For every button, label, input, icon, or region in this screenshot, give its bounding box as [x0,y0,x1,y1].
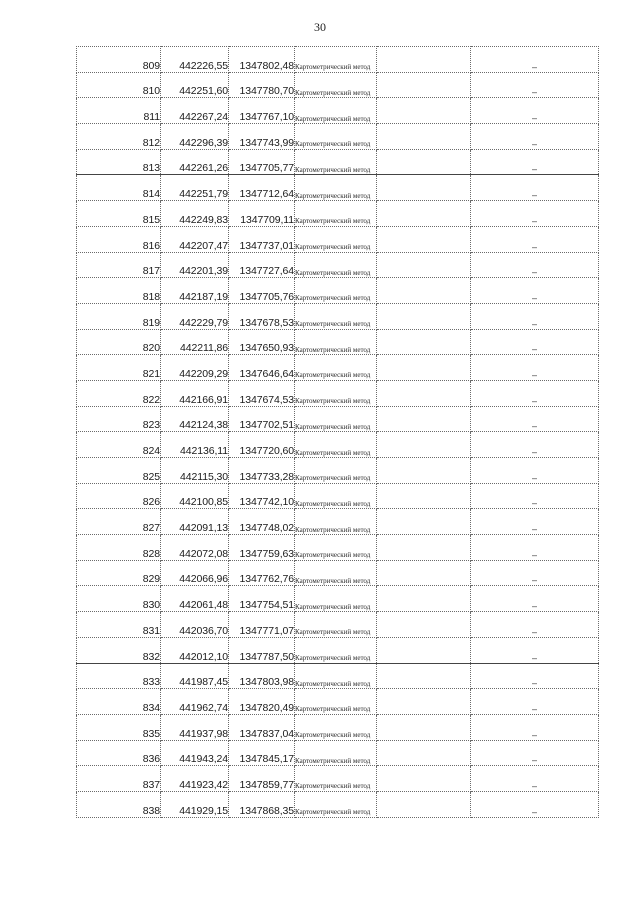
method-cell: Картометрический метод [295,226,377,252]
y-coordinate-cell: 1347737,01 [229,226,295,252]
point-number-cell: 836 [77,740,161,766]
note-cell: – [471,226,599,252]
x-coordinate-cell: 442100,85 [161,483,229,509]
table-row [77,766,599,792]
y-coordinate-cell: 1347702,51 [229,406,295,432]
point-number-cell: 823 [77,406,161,432]
note-cell: – [471,406,599,432]
table-row [77,98,599,124]
method-cell: Картометрический метод [295,766,377,792]
table-row [77,791,599,817]
table-row [77,714,599,740]
point-number-cell: 822 [77,380,161,406]
note-cell: – [471,72,599,98]
point-number-cell: 825 [77,458,161,484]
point-number-cell: 811 [77,98,161,124]
method-cell: Картометрический метод [295,586,377,612]
y-coordinate-cell: 1347762,76 [229,560,295,586]
empty-cell [377,612,471,638]
table-row [77,637,599,663]
table-row [77,663,599,689]
note-cell: – [471,714,599,740]
table-row [77,303,599,329]
note-cell: – [471,483,599,509]
y-coordinate-cell: 1347705,76 [229,278,295,304]
method-cell: Картометрический метод [295,72,377,98]
y-coordinate-cell: 1347742,10 [229,483,295,509]
empty-cell [377,689,471,715]
method-cell: Картометрический метод [295,98,377,124]
point-number-cell: 817 [77,252,161,278]
table-row [77,458,599,484]
x-coordinate-cell: 442209,29 [161,355,229,381]
method-cell: Картометрический метод [295,535,377,561]
x-coordinate-cell: 442061,48 [161,586,229,612]
x-coordinate-cell: 441923,42 [161,766,229,792]
point-number-cell: 810 [77,72,161,98]
x-coordinate-cell: 442012,10 [161,637,229,663]
x-coordinate-cell: 442201,39 [161,252,229,278]
note-cell: – [471,458,599,484]
table-row [77,124,599,150]
x-coordinate-cell: 442211,86 [161,329,229,355]
empty-cell [377,380,471,406]
note-cell: – [471,560,599,586]
method-cell: Картометрический метод [295,47,377,73]
x-coordinate-cell: 442226,55 [161,47,229,73]
method-cell: Картометрический метод [295,380,377,406]
note-cell: – [471,586,599,612]
x-coordinate-cell: 442115,30 [161,458,229,484]
coordinates-table-body [77,47,599,818]
x-coordinate-cell: 442066,96 [161,560,229,586]
table-row [77,509,599,535]
method-cell: Картометрический метод [295,637,377,663]
x-coordinate-cell: 441937,98 [161,714,229,740]
empty-cell [377,637,471,663]
x-coordinate-cell: 441943,24 [161,740,229,766]
note-cell: – [471,663,599,689]
method-cell: Картометрический метод [295,740,377,766]
x-coordinate-cell: 442267,24 [161,98,229,124]
y-coordinate-cell: 1347845,17 [229,740,295,766]
table-row [77,740,599,766]
x-coordinate-cell: 442229,79 [161,303,229,329]
note-cell: – [471,509,599,535]
point-number-cell: 819 [77,303,161,329]
empty-cell [377,226,471,252]
table-row [77,483,599,509]
note-cell: – [471,535,599,561]
y-coordinate-cell: 1347733,28 [229,458,295,484]
method-cell: Картометрический метод [295,612,377,638]
point-number-cell: 834 [77,689,161,715]
coordinates-table [76,46,599,818]
method-cell: Картометрический метод [295,406,377,432]
method-cell: Картометрический метод [295,149,377,175]
x-coordinate-cell: 442296,39 [161,124,229,150]
method-cell: Картометрический метод [295,124,377,150]
empty-cell [377,535,471,561]
empty-cell [377,509,471,535]
method-cell: Картометрический метод [295,175,377,201]
note-cell: – [471,124,599,150]
empty-cell [377,72,471,98]
empty-cell [377,432,471,458]
method-cell: Картометрический метод [295,663,377,689]
y-coordinate-cell: 1347837,04 [229,714,295,740]
point-number-cell: 824 [77,432,161,458]
table-row [77,432,599,458]
note-cell: – [471,689,599,715]
empty-cell [377,355,471,381]
x-coordinate-cell: 442136,11 [161,432,229,458]
x-coordinate-cell: 442072,08 [161,535,229,561]
empty-cell [377,252,471,278]
point-number-cell: 826 [77,483,161,509]
empty-cell [377,766,471,792]
y-coordinate-cell: 1347820,49 [229,689,295,715]
empty-cell [377,714,471,740]
table-row [77,406,599,432]
point-number-cell: 818 [77,278,161,304]
page-number: 30 [314,20,326,34]
empty-cell [377,175,471,201]
note-cell: – [471,766,599,792]
point-number-cell: 833 [77,663,161,689]
x-coordinate-cell: 441929,15 [161,791,229,817]
y-coordinate-cell: 1347678,53 [229,303,295,329]
point-number-cell: 830 [77,586,161,612]
point-number-cell: 820 [77,329,161,355]
table-row [77,175,599,201]
x-coordinate-cell: 442124,38 [161,406,229,432]
empty-cell [377,149,471,175]
y-coordinate-cell: 1347720,60 [229,432,295,458]
point-number-cell: 829 [77,560,161,586]
note-cell: – [471,329,599,355]
method-cell: Картометрический метод [295,509,377,535]
method-cell: Картометрический метод [295,252,377,278]
table-row [77,612,599,638]
y-coordinate-cell: 1347674,53 [229,380,295,406]
x-coordinate-cell: 442091,13 [161,509,229,535]
y-coordinate-cell: 1347802,48 [229,47,295,73]
x-coordinate-cell: 442036,70 [161,612,229,638]
table-row [77,586,599,612]
y-coordinate-cell: 1347787,50 [229,637,295,663]
note-cell: – [471,432,599,458]
y-coordinate-cell: 1347771,07 [229,612,295,638]
table-row [77,689,599,715]
empty-cell [377,124,471,150]
empty-cell [377,586,471,612]
y-coordinate-cell: 1347868,35 [229,791,295,817]
table-row [77,72,599,98]
x-coordinate-cell: 442187,19 [161,278,229,304]
point-number-cell: 827 [77,509,161,535]
point-number-cell: 814 [77,175,161,201]
table-row [77,149,599,175]
x-coordinate-cell: 441987,45 [161,663,229,689]
empty-cell [377,740,471,766]
empty-cell [377,303,471,329]
point-number-cell: 832 [77,637,161,663]
table-row [77,329,599,355]
empty-cell [377,560,471,586]
table-row [77,355,599,381]
method-cell: Картометрический метод [295,714,377,740]
table-row [77,226,599,252]
x-coordinate-cell: 442249,83 [161,201,229,227]
x-coordinate-cell: 442166,91 [161,380,229,406]
empty-cell [377,201,471,227]
note-cell: – [471,98,599,124]
y-coordinate-cell: 1347727,64 [229,252,295,278]
y-coordinate-cell: 1347754,51 [229,586,295,612]
empty-cell [377,47,471,73]
note-cell: – [471,303,599,329]
method-cell: Картометрический метод [295,689,377,715]
point-number-cell: 821 [77,355,161,381]
method-cell: Картометрический метод [295,355,377,381]
y-coordinate-cell: 1347743,99 [229,124,295,150]
point-number-cell: 809 [77,47,161,73]
y-coordinate-cell: 1347709,11 [229,201,295,227]
y-coordinate-cell: 1347705,77 [229,149,295,175]
x-coordinate-cell: 442261,26 [161,149,229,175]
point-number-cell: 828 [77,535,161,561]
note-cell: – [471,380,599,406]
point-number-cell: 815 [77,201,161,227]
method-cell: Картометрический метод [295,329,377,355]
method-cell: Картометрический метод [295,458,377,484]
note-cell: – [471,355,599,381]
x-coordinate-cell: 442251,60 [161,72,229,98]
empty-cell [377,663,471,689]
y-coordinate-cell: 1347767,10 [229,98,295,124]
method-cell: Картометрический метод [295,303,377,329]
point-number-cell: 812 [77,124,161,150]
point-number-cell: 831 [77,612,161,638]
x-coordinate-cell: 441962,74 [161,689,229,715]
empty-cell [377,791,471,817]
note-cell: – [471,149,599,175]
y-coordinate-cell: 1347650,93 [229,329,295,355]
y-coordinate-cell: 1347646,64 [229,355,295,381]
table-row [77,380,599,406]
note-cell: – [471,791,599,817]
empty-cell [377,329,471,355]
note-cell: – [471,175,599,201]
method-cell: Картометрический метод [295,560,377,586]
y-coordinate-cell: 1347712,64 [229,175,295,201]
note-cell: – [471,278,599,304]
note-cell: – [471,740,599,766]
empty-cell [377,406,471,432]
x-coordinate-cell: 442251,79 [161,175,229,201]
table-row [77,535,599,561]
note-cell: – [471,252,599,278]
point-number-cell: 816 [77,226,161,252]
point-number-cell: 813 [77,149,161,175]
method-cell: Картометрический метод [295,278,377,304]
empty-cell [377,98,471,124]
method-cell: Картометрический метод [295,432,377,458]
table-row [77,47,599,73]
table-row [77,560,599,586]
y-coordinate-cell: 1347780,70 [229,72,295,98]
method-cell: Картометрический метод [295,791,377,817]
table-row [77,278,599,304]
table-row [77,201,599,227]
empty-cell [377,278,471,304]
method-cell: Картометрический метод [295,483,377,509]
note-cell: – [471,637,599,663]
table-row [77,252,599,278]
point-number-cell: 837 [77,766,161,792]
y-coordinate-cell: 1347859,77 [229,766,295,792]
note-cell: – [471,201,599,227]
y-coordinate-cell: 1347759,63 [229,535,295,561]
y-coordinate-cell: 1347748,02 [229,509,295,535]
empty-cell [377,458,471,484]
method-cell: Картометрический метод [295,201,377,227]
point-number-cell: 835 [77,714,161,740]
x-coordinate-cell: 442207,47 [161,226,229,252]
point-number-cell: 838 [77,791,161,817]
note-cell: – [471,47,599,73]
empty-cell [377,483,471,509]
y-coordinate-cell: 1347803,98 [229,663,295,689]
note-cell: – [471,612,599,638]
